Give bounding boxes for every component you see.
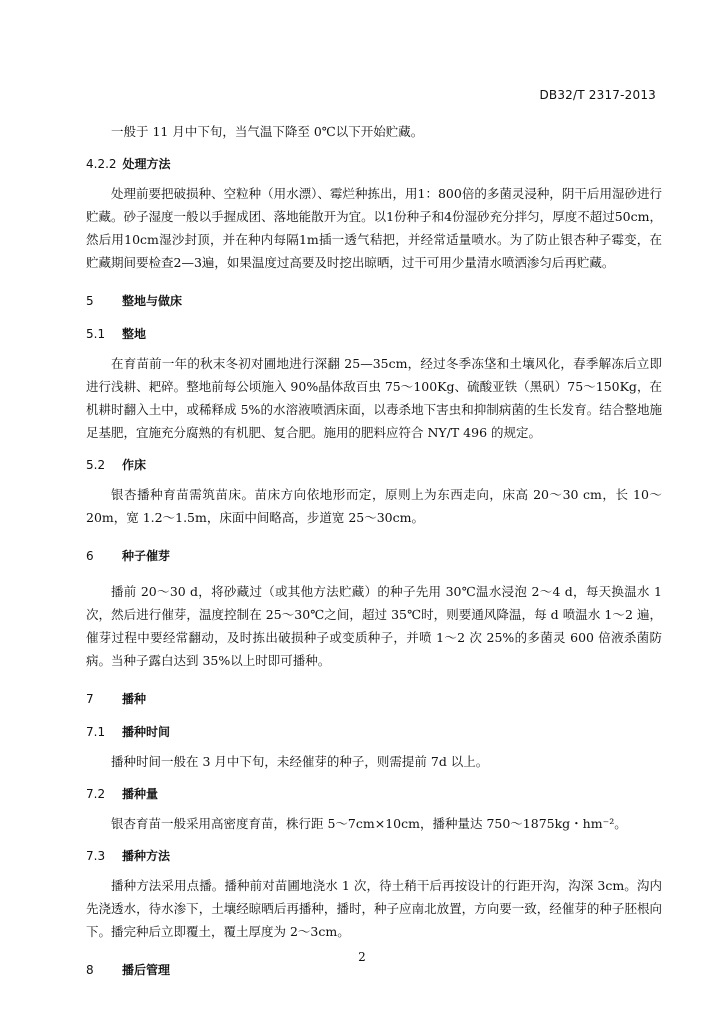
section-number: 8 [86,963,94,977]
section-5-2-heading [86,456,662,473]
section-4-2-2-paragraph: 处理前要把破损种、空粒种（用水漂）、霉烂种拣出，用1：800倍的多菌灵浸种，阴干后用湿砂进行贮藏。砂子湿度一般以手握成团、落地能散开为宜。以1份种子和4份湿砂充分拌匀，厚度不超过50cm，然后用10cm湿沙封顶，并在种内每隔1m插一透气秸把，并经常适量喷水。为了防止银杏种子霉变，在贮藏期间要检查2—3遍，如果温度过高要及时挖出晾晒，过干可用少量清水喷洒渗匀后再贮藏。 [86,186,662,270]
section-title: 播种方法 [122,849,171,863]
section-7-3-heading [86,847,662,864]
section-number: 7.3 [86,849,106,863]
section-7-heading [86,690,662,707]
section-5-1-heading [86,325,662,342]
section-5-heading [86,292,662,309]
section-title: 播种量 [122,787,159,801]
section-number: 4.2.2 [86,157,117,171]
intro-paragraph: 一般于 11 月中下旬，当气温下降至 0℃以下开始贮藏。 [111,124,424,139]
section-title: 整地与做床 [122,294,183,308]
section-title: 播种时间 [122,725,171,739]
section-number: 7 [86,692,94,706]
section-7-2-heading [86,785,662,802]
section-7-1-paragraph: 播种时间一般在 3 月中下旬，未经催芽的种子，则需提前 7d 以上。 [111,754,489,769]
section-number: 5.2 [86,458,106,472]
section-7-2-paragraph: 银杏育苗一般采用高密度育苗，株行距 5～7cm×10cm，播种量达 750～1875kg・hm⁻²。 [111,816,627,831]
document-code: DB32/T 2317-2013 [539,88,656,102]
document-body [86,120,662,994]
section-5-2-paragraph: 银杏播种育苗需筑苗床。苗床方向依地形而定，原则上为东西走向，床高 20～30 cm，长 10～20m，宽 1.2～1.5m，床面中间略高，步道宽 25～30cm。 [86,487,662,525]
section-6-heading [86,547,662,564]
section-title: 作床 [122,458,147,472]
section-5-1-paragraph: 在育苗前一年的秋末冬初对圃地进行深翻 25—35cm，经过冬季冻垡和土壤风化，春季解冻后立即进行浅耕、耙碎。整地前每公顷施入 90%晶体敌百虫 75～100Kg、硫酸亚铁（黑矾）75～150Kg，在机耕时翻入土中，或稀释成 5%的水溶液喷洒床面，以毒杀地下害虫和抑制病菌的生长发育。结合整地施足基肥，宜施充分腐熟的有机肥、复合肥。施用的肥料应符合 NY/T 496 的规定。 [86,356,662,440]
section-number: 7.1 [86,725,106,739]
section-title: 整地 [122,327,147,341]
section-title: 播种 [122,692,147,706]
section-6-paragraph: 播前 20～30 d，将砂藏过（或其他方法贮藏）的种子先用 30℃温水浸泡 2～4 d，每天换温水 1 次，然后进行催芽，温度控制在 25～30℃之间，超过 35℃时，则要通风降温，每 d 喷温水 1～2 遍，催芽过程中要经常翻动，及时拣出破损种子或变质种子，并喷 1～2 次 25%的多菌灵 600 倍液杀菌防病。当种子露白达到 35%以上时即可播种。 [86,584,662,668]
section-number: 5 [86,294,94,308]
section-number: 5.1 [86,327,106,341]
section-number: 6 [86,549,94,563]
page-number: 2 [358,950,366,964]
section-title: 播后管理 [122,963,171,977]
section-4-2-2-heading [86,155,662,172]
section-title: 种子催芽 [122,549,171,563]
section-7-1-heading [86,723,662,740]
section-number: 7.2 [86,787,106,801]
section-title: 处理方法 [122,157,171,171]
section-7-3-paragraph: 播种方法采用点播。播种前对苗圃地浇水 1 次，待土稍干后再按设计的行距开沟，沟深 3cm。沟内先浇透水，待水渗下，土壤经晾晒后再播种，播时，种子应南北放置，方向要一致，经催芽的种子胚根向下。播完种后立即覆土，覆土厚度为 2～3cm。 [86,878,662,939]
